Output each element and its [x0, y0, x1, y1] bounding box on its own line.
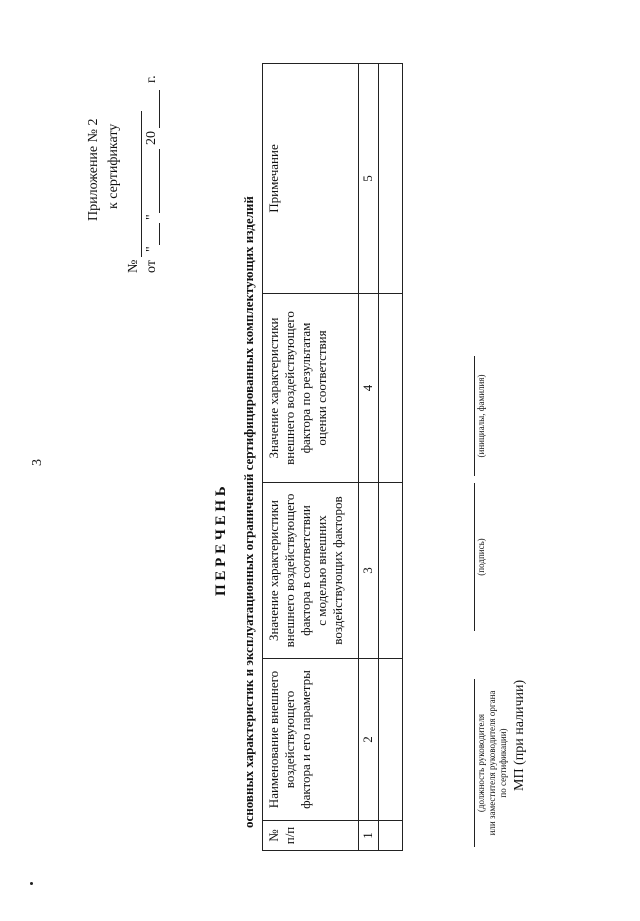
table-border-right: [262, 63, 403, 64]
role-signature-line: [474, 679, 475, 847]
role-caption: (должность руководителя или заместителя руководителя органа по сертификации): [476, 690, 508, 836]
header-cell-index: № п/п: [266, 826, 297, 845]
header-cell-factor-name: Наименование внешнего воздействующего фактора и его параметры: [266, 670, 313, 809]
initials-line: [474, 356, 475, 476]
signature-caption: (подпись): [476, 538, 486, 576]
column-number-1: 1: [360, 832, 375, 839]
certificate-number-label: №: [126, 259, 141, 273]
date-quote-close: ": [144, 214, 159, 220]
header-cell-note: Примечание: [266, 144, 281, 213]
table-border-bottom: [402, 64, 403, 851]
date-quote-open: ": [144, 246, 159, 252]
header-cell-model-value: Значение характеристики внешнего воздействующего фактора в соответствии с моделью внешних воздействующих факторов: [266, 493, 345, 648]
page-number: 3: [30, 459, 45, 466]
column-number-2: 2: [360, 736, 375, 743]
table-numbers-divider: [378, 64, 379, 851]
header-cell-assessment-value: Значение характеристики внешнего воздействующего фактора по результатам оценки соответствия: [266, 311, 329, 465]
table-border-top: [262, 64, 263, 851]
column-number-4: 4: [360, 384, 375, 392]
document-subtitle: основных характеристик и эксплуатационных ограничений сертифицированных комплектующих изделий: [241, 196, 256, 828]
date-from-label: от: [144, 260, 159, 273]
appendix-title: Приложение № 2: [86, 118, 101, 221]
seal-label: МП (при наличии): [512, 679, 527, 791]
column-number-3: 3: [360, 567, 375, 574]
initials-caption: (инициалы, фамилия): [476, 374, 486, 458]
year-prefix: 20: [144, 131, 159, 145]
document-title: П Е Р Е Ч Е Н Ь: [213, 486, 229, 596]
year-line: [159, 90, 160, 128]
table-border-left: [262, 850, 403, 851]
signature-line: [474, 483, 475, 631]
appendix-subtitle: к сертификату: [106, 123, 121, 209]
month-line: [159, 149, 160, 213]
year-suffix: г.: [144, 75, 159, 83]
column-number-5: 5: [360, 175, 375, 182]
table-header-divider: [358, 64, 359, 851]
day-line: [159, 223, 160, 245]
scan-speck: [30, 882, 33, 885]
certificate-number-line: [141, 111, 142, 257]
